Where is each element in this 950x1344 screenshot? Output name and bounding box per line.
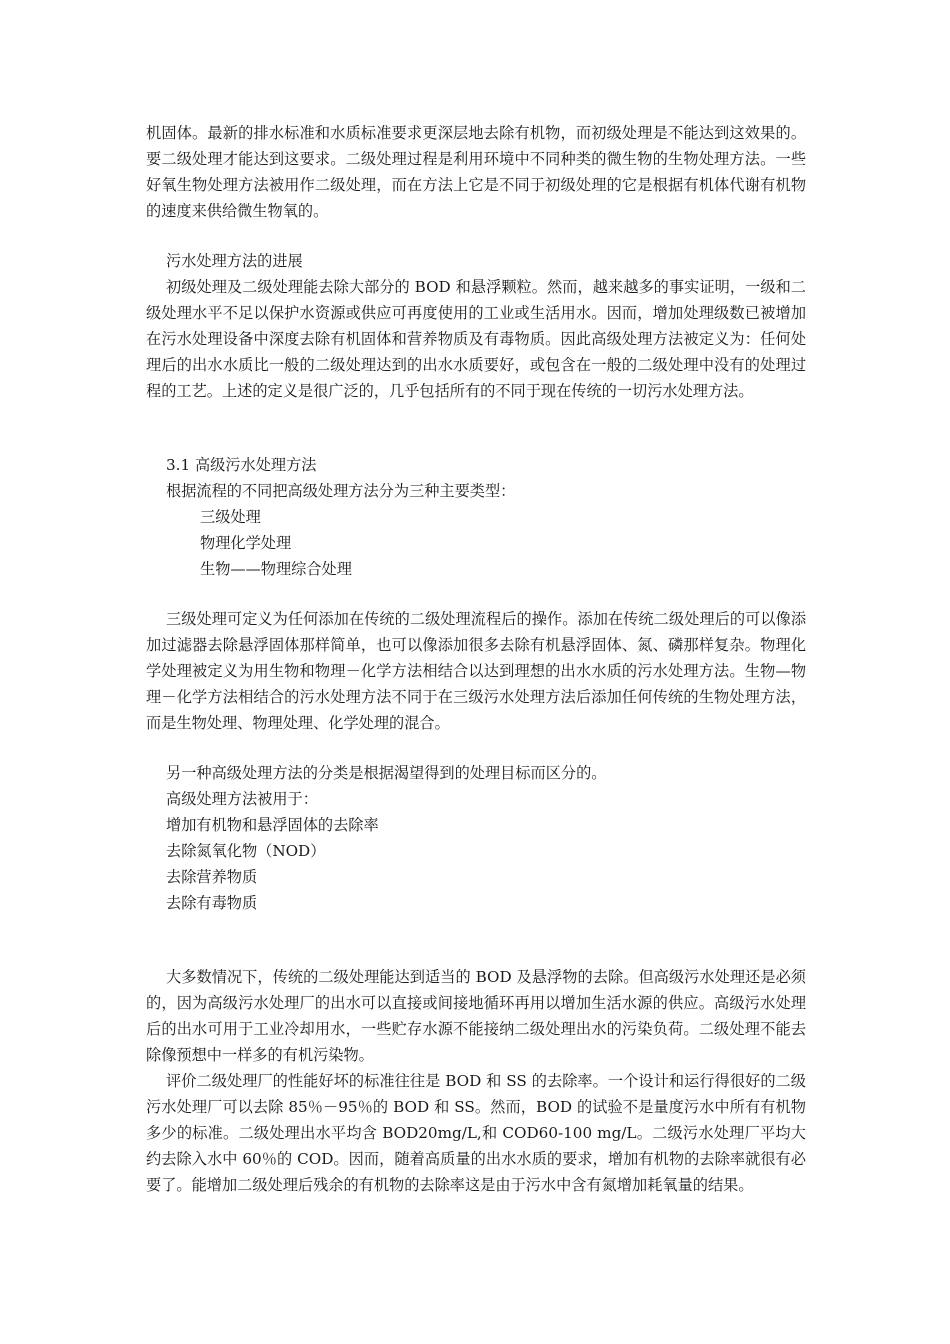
paragraph-evaluation: 评价二级处理厂的性能好坏的标准往往是 BOD 和 SS 的去除率。一个设计和运行得很好的二级污水处理厂可以去除 85％－95％的 BOD 和 SS。然而，BOD 的试验不是量度污水中所有有机物多少的标准。二级处理出水平均含 BOD20mg/L,和 COD60-100 mg/L。二级污水处理厂平均大约去除入水中 60％的 COD。因而，随着高质量的出水水质的要求，增加有机物的去除率就很有必要了。能增加二级处理后残余的有机物的去除率这是由于污水中含有氮增加耗氧量的结果。 (146, 1072, 806, 1194)
list-item-use: 去除有毒物质 (166, 894, 258, 912)
paragraph-organic-solids: 机固体。最新的排水标准和水质标准要求更深层地去除有机物，而初级处理是不能达到这效果的。要二级处理才能达到这要求。二级处理过程是利用环境中不同种类的微生物的生物处理方法。一些好氧生物处理方法被用作二级处理，而在方法上它是不同于初级处理的它是根据有机体代谢有机物的速度来供给微生物氧的。 (146, 124, 806, 220)
spacer (146, 224, 806, 248)
used-for-heading: 高级处理方法被用于： (166, 790, 318, 808)
spacer (146, 582, 806, 606)
list-item-type: 三级处理 (200, 508, 261, 526)
document-page (146, 120, 806, 1198)
list-item-use: 增加有机物和悬浮固体的去除率 (166, 816, 379, 834)
list-item-type: 生物——物理综合处理 (200, 560, 352, 578)
section-heading-3-1: 3.1 高级污水处理方法 (166, 456, 317, 474)
section-heading-progress: 污水处理方法的进展 (166, 252, 303, 270)
paragraph-tertiary: 三级处理可定义为任何添加在传统的二级处理流程后的操作。添加在传统二级处理后的可以像添加过滤器去除悬浮固体那样简单，也可以像添加很多去除有机悬浮固体、氮、磷那样复杂。物理化学处理被定义为用生物和物理－化学方法相结合以达到理想的出水水质的污水处理方法。生物—物理－化学方法相结合的污水处理方法不同于在三级污水处理方法后添加任何传统的生物处理方法，而是生物处理、物理处理、化学处理的混合。 (146, 610, 806, 732)
list-item-type: 物理化学处理 (200, 534, 292, 552)
list-item-use: 去除氮氧化物（NOD） (166, 842, 326, 860)
another-classification: 另一种高级处理方法的分类是根据渴望得到的处理目标而区分的。 (166, 764, 607, 782)
list-item-use: 去除营养物质 (166, 868, 258, 886)
paragraph-advanced-necessity: 大多数情况下，传统的二级处理能达到适当的 BOD 及悬浮物的去除。但高级污水处理还是必须的，因为高级污水处理厂的出水可以直接或间接地循环再用以增加生活水源的供应。高级污水处理后的出水可用于工业冷却用水，一些贮存水源不能接纳二级处理出水的污染负荷。二级处理不能去除像预想中一样多的有机污染物。 (146, 968, 806, 1064)
types-intro: 根据流程的不同把高级处理方法分为三种主要类型： (166, 482, 516, 500)
spacer (146, 916, 806, 964)
spacer (146, 404, 806, 452)
spacer (146, 736, 806, 760)
paragraph-progress: 初级处理及二级处理能去除大部分的 BOD 和悬浮颗粒。然而，越来越多的事实证明，一级和二级处理水平不足以保护水资源或供应可再度使用的工业或生活用水。因而，增加处理级数已被增加在污水处理设备中深度去除有机固体和营养物质及有毒物质。因此高级处理方法被定义为：任何处理后的出水水质比一般的二级处理达到的出水水质要好，或包含在一般的二级处理中没有的处理过程的工艺。上述的定义是很广泛的，几乎包括所有的不同于现在传统的一切污水处理方法。 (146, 278, 806, 400)
